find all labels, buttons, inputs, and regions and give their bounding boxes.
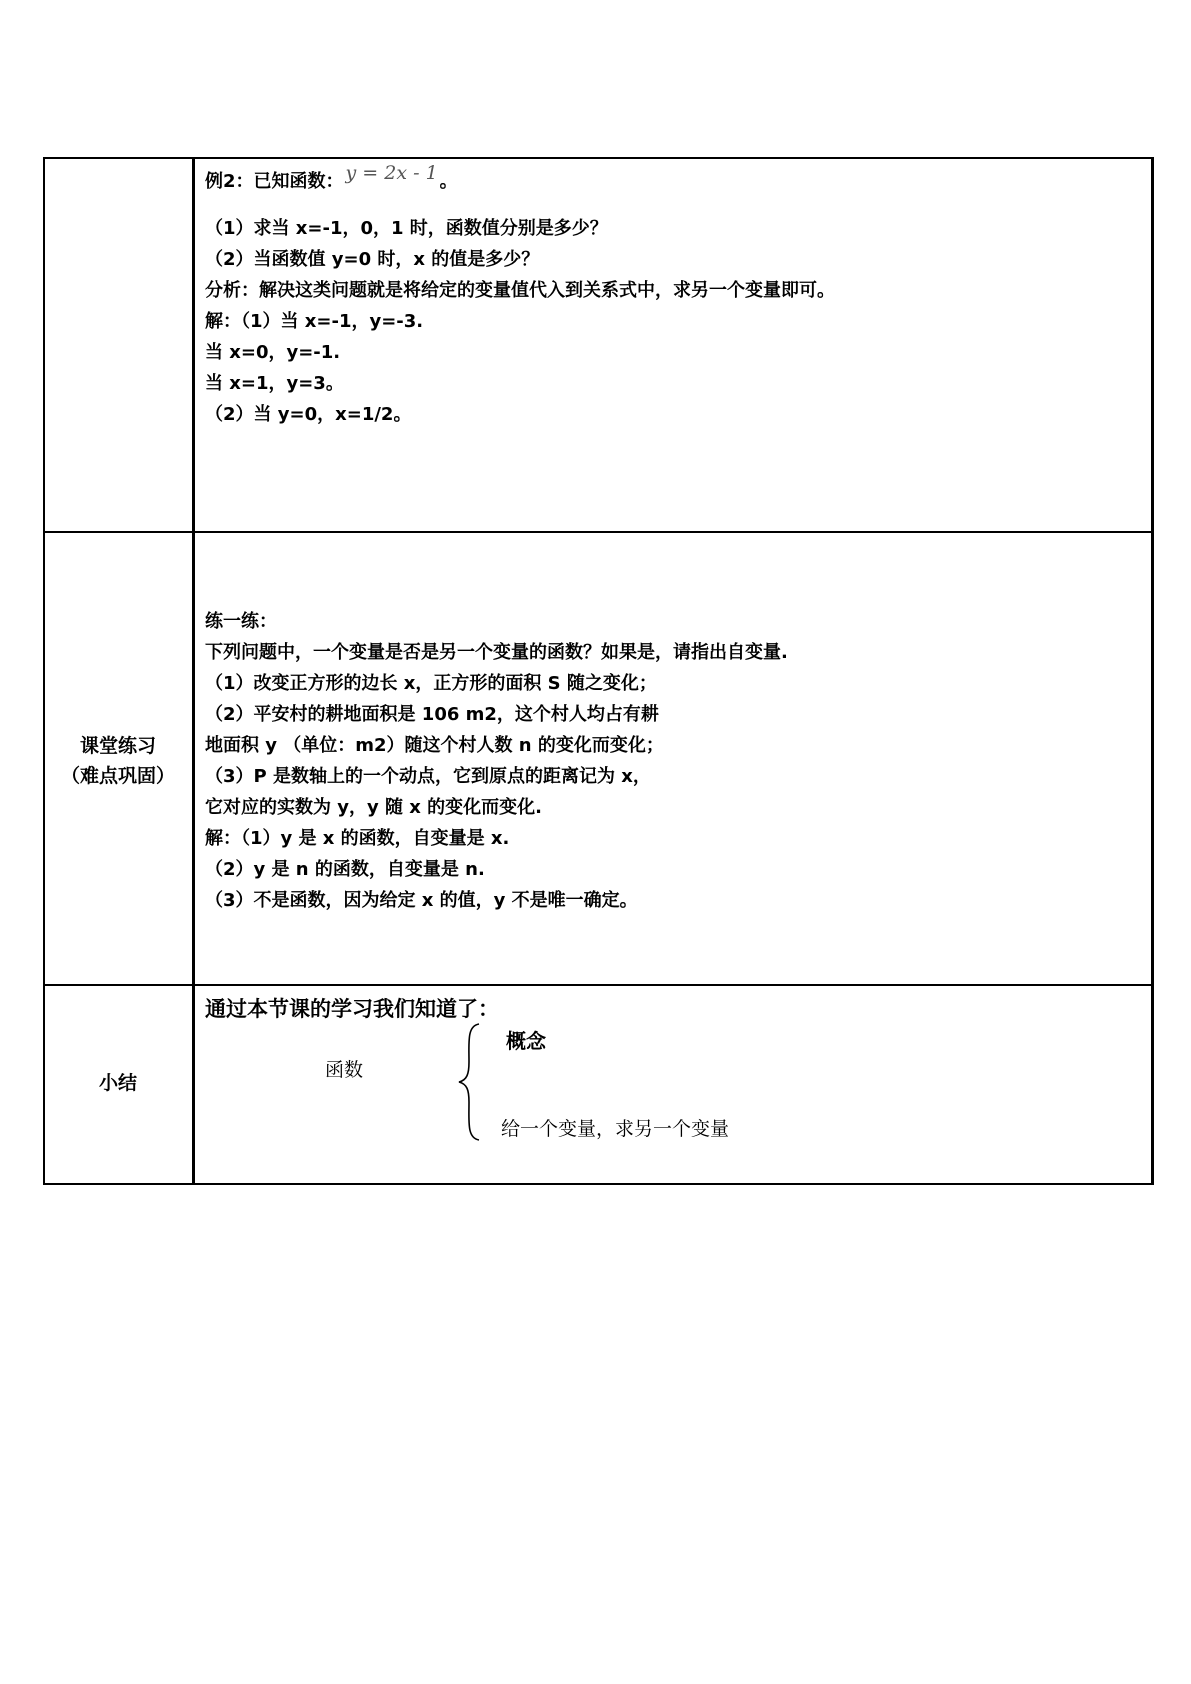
row2-line: （3）P 是数轴上的一个动点，它到原点的距离记为 x， [205, 766, 651, 787]
row2-label [43, 731, 193, 791]
row2-line: （2）平安村的耕地面积是 106 m2，这个村人均占有耕 [205, 704, 659, 725]
brace-icon [455, 1022, 485, 1142]
row2-line: （3）不是函数，因为给定 x 的值，y 不是唯一确定。 [205, 890, 638, 911]
table-border-column-divider [192, 157, 195, 1185]
example-heading: 例2：已知函数： y = 2x - 1 。 [205, 162, 458, 192]
row2-line: 解：（1）y 是 x 的函数，自变量是 x. [205, 828, 510, 849]
table-border-right [1151, 157, 1154, 1185]
row2-line: 下列问题中，一个变量是否是另一个变量的函数？如果是，请指出自变量. [205, 642, 788, 663]
row2-line: 地面积 y （单位：m2）随这个村人数 n 的变化而变化； [205, 735, 664, 756]
summary-branch-evaluate: 给一个变量，求另一个变量 [501, 1118, 730, 1140]
row1-line: （1）求当 x=-1，0，1 时，函数值分别是多少？ [205, 218, 608, 239]
row1-content [205, 162, 835, 430]
example-formula: y = 2x - 1 [345, 162, 438, 184]
row1-line: 解：（1）当 x=-1，y=-3. [205, 311, 424, 332]
summary-topic: 函数 [325, 1059, 364, 1081]
row1-line: （2）当 y=0，x=1/2。 [205, 404, 412, 425]
row2-label-line1: 课堂练习 [79, 735, 156, 757]
summary-branch-concept: 概念 [506, 1029, 546, 1053]
table-border-left [43, 157, 45, 1185]
row1-line: 当 x=1，y=3。 [205, 373, 344, 394]
row2-content [205, 606, 788, 916]
row3-label: 小结 [98, 1072, 137, 1094]
table-border-row2-bottom [43, 984, 1153, 986]
table-border-row1-bottom [43, 531, 1153, 533]
lesson-table [43, 157, 1153, 1185]
row1-line: 当 x=0，y=-1. [205, 342, 341, 363]
summary-title: 通过本节课的学习我们知道了： [205, 997, 499, 1021]
table-border-top [43, 157, 1153, 159]
row1-line: 分析：解决这类问题就是将给定的变量值代入到关系式中，求另一个变量即可。 [205, 280, 835, 301]
exercise-heading: 练一练： [205, 611, 277, 632]
row1-line: （2）当函数值 y=0 时，x 的值是多少？ [205, 249, 540, 270]
row2-line: （1）改变正方形的边长 x，正方形的面积 S 随之变化； [205, 673, 657, 694]
table-border-bottom [43, 1183, 1153, 1185]
row2-line: 它对应的实数为 y，y 随 x 的变化而变化. [205, 797, 542, 818]
row2-label-line2: （难点巩固） [60, 765, 175, 787]
row2-line: （2）y 是 n 的函数，自变量是 n. [205, 859, 485, 880]
